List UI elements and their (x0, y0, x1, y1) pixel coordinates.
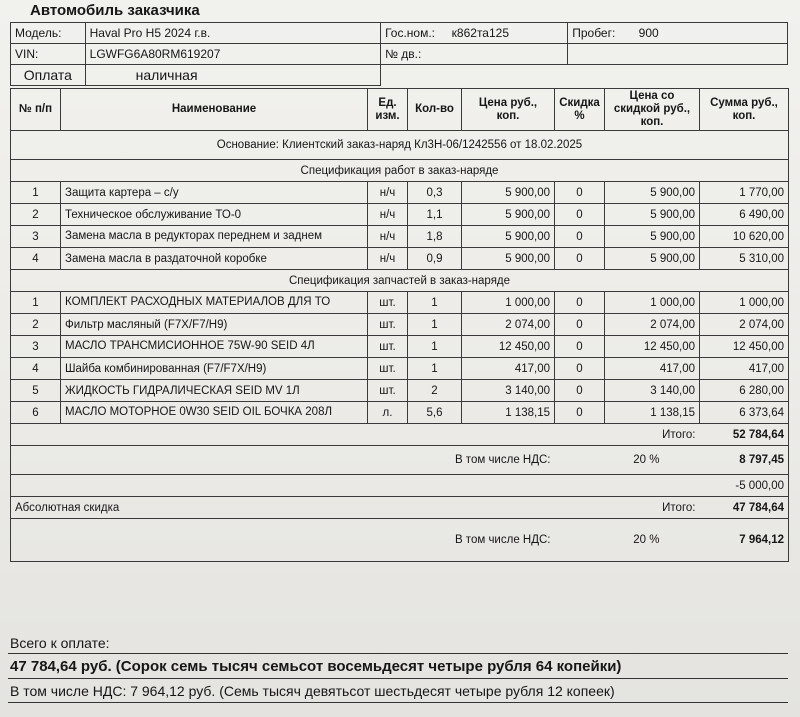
row-discount: 0 (555, 226, 605, 248)
row-discount: 0 (555, 314, 605, 336)
row-num: 1 (11, 292, 61, 314)
row-num: 4 (11, 358, 61, 380)
row-unit: н/ч (368, 182, 408, 204)
row-sum: 12 450,00 (700, 336, 789, 358)
header-disc-price: Цена со скидкой руб., коп. (605, 89, 700, 131)
row-name: Замена масла в редукторах переднем и заднем (61, 226, 368, 248)
doc-title: Автомобиль заказчика (30, 2, 200, 19)
table-row (11, 314, 789, 336)
parts-section-title: Спецификация запчастей в заказ-наряде (11, 270, 789, 292)
header-num: № п/п (11, 89, 61, 131)
row-name: КОМПЛЕКТ РАСХОДНЫХ МАТЕРИАЛОВ ДЛЯ ТО (61, 292, 368, 314)
mileage-cell (568, 23, 788, 44)
table-row (11, 292, 789, 314)
row-qty: 1 (408, 336, 462, 358)
row-name: Замена масла в раздаточной коробке (61, 248, 368, 270)
header-sum: Сумма руб., коп. (700, 89, 789, 131)
row-discount: 0 (555, 402, 605, 424)
table-row (11, 336, 789, 358)
header-price: Цена руб., коп. (462, 89, 555, 131)
payment-label: Оплата (11, 65, 86, 86)
abs-discount-label: Абсолютная скидка (11, 497, 555, 519)
header-discount: Скидка % (555, 89, 605, 131)
row-discount: 0 (555, 292, 605, 314)
basis-line: Основание: Клиентский заказ-наряд Кл3Н-06/1242556 от 18.02.2025 (11, 131, 789, 160)
vat-value: 8 797,45 (700, 446, 789, 475)
row-disc-price: 12 450,00 (605, 336, 700, 358)
row-price: 417,00 (462, 358, 555, 380)
row-discount: 0 (555, 248, 605, 270)
model-value: Haval Pro H5 2024 г.в. (85, 23, 380, 44)
table-row (11, 380, 789, 402)
row-price: 2 074,00 (462, 314, 555, 336)
row-name: Техническое обслуживание ТО-0 (61, 204, 368, 226)
row-discount: 0 (555, 358, 605, 380)
row-sum: 417,00 (700, 358, 789, 380)
services-table (10, 88, 789, 562)
mileage-value: 900 (638, 26, 659, 40)
plate-value: к862та125 (451, 26, 509, 40)
itogo2-label: Итого: (605, 497, 700, 519)
table-row (11, 358, 789, 380)
vat2-rate: 20 % (555, 519, 700, 562)
row-price: 5 900,00 (462, 226, 555, 248)
car-info-table (10, 22, 788, 86)
row-name: Защита картера – с/у (61, 182, 368, 204)
model-label: Модель: (11, 23, 86, 44)
row-num: 3 (11, 336, 61, 358)
row-disc-price: 5 900,00 (605, 248, 700, 270)
mileage-label: Пробег: (572, 26, 616, 40)
row-sum: 10 620,00 (700, 226, 789, 248)
row-name: ЖИДКОСТЬ ГИДРАЛИЧЕСКАЯ SEID MV 1Л (61, 380, 368, 402)
payment-value: наличная (85, 65, 380, 86)
door-label: № дв.: (381, 44, 568, 65)
plate-label: Гос.ном.: (385, 26, 435, 40)
table-row (11, 182, 789, 204)
row-sum: 6 373,64 (700, 402, 789, 424)
row-qty: 2 (408, 380, 462, 402)
row-price: 3 140,00 (462, 380, 555, 402)
row-price: 1 000,00 (462, 292, 555, 314)
vat2-value: 7 964,12 (700, 519, 789, 562)
row-disc-price: 2 074,00 (605, 314, 700, 336)
vat-total-text: В том числе НДС: 7 964,12 руб. (Семь тысяч девятьсот шестьдесят четыре рубля 12 копеек) (10, 683, 615, 699)
row-unit: н/ч (368, 226, 408, 248)
row-sum: 5 310,00 (700, 248, 789, 270)
row-name: МАСЛО МОТОРНОЕ 0W30 SEID OIL БОЧКА 208Л (61, 402, 368, 424)
row-discount: 0 (555, 182, 605, 204)
row-num: 2 (11, 204, 61, 226)
row-discount: 0 (555, 380, 605, 402)
row-unit: н/ч (368, 248, 408, 270)
total-text: 47 784,64 руб. (Сорок семь тысяч семьсот восемьдесят четыре рубля 64 копейки) (10, 658, 622, 675)
row-qty: 0,9 (408, 248, 462, 270)
row-name: Шайба комбинированная (F7/F7X/H9) (61, 358, 368, 380)
table-header-row (11, 89, 789, 131)
row-qty: 1 (408, 358, 462, 380)
row-sum: 6 280,00 (700, 380, 789, 402)
row-disc-price: 5 900,00 (605, 226, 700, 248)
row-discount: 0 (555, 204, 605, 226)
row-name: Фильтр масляный (F7X/F7/H9) (61, 314, 368, 336)
itogo-value: 52 784,64 (700, 424, 789, 446)
row-name: МАСЛО ТРАНСМИСИОННОЕ 75W-90 SEID 4Л (61, 336, 368, 358)
row-unit: шт. (368, 314, 408, 336)
row-sum: 1 000,00 (700, 292, 789, 314)
row-qty: 1,8 (408, 226, 462, 248)
header-qty: Кол-во (408, 89, 462, 131)
row-qty: 0,3 (408, 182, 462, 204)
row-unit: шт. (368, 380, 408, 402)
header-name: Наименование (61, 89, 368, 131)
row-disc-price: 5 900,00 (605, 204, 700, 226)
table-row (11, 226, 789, 248)
row-sum: 6 490,00 (700, 204, 789, 226)
row-unit: шт. (368, 292, 408, 314)
row-qty: 1 (408, 292, 462, 314)
table-row (11, 248, 789, 270)
row-unit: л. (368, 402, 408, 424)
row-price: 5 900,00 (462, 204, 555, 226)
table-row (11, 204, 789, 226)
row-price: 12 450,00 (462, 336, 555, 358)
works-section-title: Спецификация работ в заказ-наряде (11, 160, 789, 182)
vin-value: LGWFG6A80RM619207 (85, 44, 380, 65)
header-unit: Ед. изм. (368, 89, 408, 131)
row-sum: 2 074,00 (700, 314, 789, 336)
vat-rate: 20 % (555, 446, 700, 475)
row-num: 2 (11, 314, 61, 336)
row-num: 4 (11, 248, 61, 270)
vin-label: VIN: (11, 44, 86, 65)
itogo-label: Итого: (605, 424, 700, 446)
row-disc-price: 3 140,00 (605, 380, 700, 402)
vat2-label: В том числе НДС: (11, 519, 555, 562)
vat-label: В том числе НДС: (11, 446, 555, 475)
row-discount: 0 (555, 336, 605, 358)
row-disc-price: 5 900,00 (605, 182, 700, 204)
row-unit: н/ч (368, 204, 408, 226)
row-num: 3 (11, 226, 61, 248)
row-num: 1 (11, 182, 61, 204)
discount-value: -5 000,00 (700, 475, 789, 497)
row-price: 5 900,00 (462, 248, 555, 270)
row-disc-price: 1 000,00 (605, 292, 700, 314)
row-qty: 5,6 (408, 402, 462, 424)
plate-cell (381, 23, 553, 44)
row-disc-price: 417,00 (605, 358, 700, 380)
itogo2-value: 47 784,64 (700, 497, 789, 519)
row-num: 6 (11, 402, 61, 424)
row-unit: шт. (368, 358, 408, 380)
total-label: Всего к оплате: (10, 635, 110, 651)
row-disc-price: 1 138,15 (605, 402, 700, 424)
row-price: 1 138,15 (462, 402, 555, 424)
row-num: 5 (11, 380, 61, 402)
row-qty: 1,1 (408, 204, 462, 226)
row-price: 5 900,00 (462, 182, 555, 204)
row-sum: 1 770,00 (700, 182, 789, 204)
row-unit: шт. (368, 336, 408, 358)
table-row (11, 402, 789, 424)
row-qty: 1 (408, 314, 462, 336)
